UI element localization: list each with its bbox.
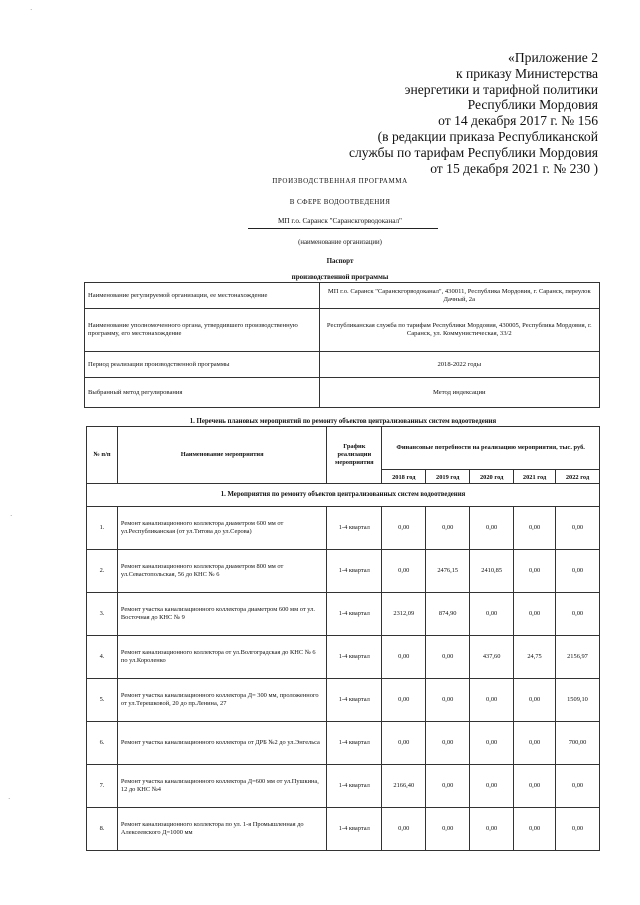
table-row: [87, 636, 600, 679]
appendix-line: «Приложение 2: [508, 50, 598, 65]
scan-speck: ·: [8, 795, 11, 803]
appendix-line: к приказу Министерства: [455, 65, 598, 81]
passport-row: [85, 283, 600, 309]
passport-label: Наименование уполномоченного органа, утвердившего производственную программу, его местонахождение: [85, 309, 320, 352]
row-value: 1509,10: [556, 679, 600, 722]
appendix-line: (в редакции приказа Республиканской: [377, 128, 598, 144]
row-value: 0,00: [514, 808, 556, 851]
row-value: 0,00: [470, 808, 514, 851]
row-value: 0,00: [426, 722, 470, 765]
row-value: 0,00: [426, 808, 470, 851]
passport-row: [85, 378, 600, 408]
table-row: [87, 550, 600, 593]
row-schedule: 1-4 квартал: [327, 636, 382, 679]
section-row: [87, 484, 600, 507]
row-value: 0,00: [514, 593, 556, 636]
row-value: 0,00: [470, 765, 514, 808]
row-name: Ремонт участка канализационного коллектора диаметром 600 мм от ул. Восточная до КНС № 9: [117, 593, 326, 636]
row-name: Ремонт канализационного коллектора по ул. 1-я Промышленная до Алексеевского Д=1000 мм: [117, 808, 326, 851]
row-value: 0,00: [382, 722, 426, 765]
passport-title: Паспорт: [326, 257, 354, 265]
table-row: [87, 808, 600, 851]
row-value: 2410,85: [470, 550, 514, 593]
production-program-title: производственной программы: [291, 273, 389, 281]
header-year: 2021 год: [514, 470, 556, 484]
row-name: Ремонт участка канализационного коллектора Д= 300 мм, проложенного от ул.Терешковой, 20 до пр.Ленина, 27: [117, 679, 326, 722]
row-value: 0,00: [470, 507, 514, 550]
row-schedule: 1-4 квартал: [327, 765, 382, 808]
header-year: 2019 год: [426, 470, 470, 484]
repair-list-title: 1. Перечень плановых мероприятий по ремонту объектов централизованных систем водоотведения: [189, 418, 497, 425]
row-value: 437,60: [470, 636, 514, 679]
organization-name: МП г.о. Саранск "Саранскгорводоканал": [278, 217, 402, 225]
row-value: 0,00: [382, 808, 426, 851]
appendix-block: [300, 50, 598, 176]
header-schedule: График реализации мероприятия: [327, 427, 382, 484]
row-name: Ремонт канализационного коллектора диаметром 600 мм от ул.Республиканская (от ул.Титова до ул.Серова): [117, 507, 326, 550]
program-title: ПРОИЗВОДСТВЕННАЯ ПРОГРАММА: [272, 177, 408, 185]
row-name: Ремонт участка канализационного коллектора Д=600 мм от ул.Пушкина, 12 до КНС №4: [117, 765, 326, 808]
table-row: [87, 507, 600, 550]
row-value: 0,00: [556, 808, 600, 851]
appendix-line: Республики Мордовия: [467, 97, 598, 113]
row-value: 0,00: [514, 550, 556, 593]
row-value: 0,00: [556, 507, 600, 550]
passport-value: МП г.о. Саранск "Саранскгорводоканал", 430011, Республика Мордовия, г. Саранск, переулок Дачный, 2а: [319, 283, 599, 309]
row-num: 7.: [87, 765, 118, 808]
table-row: [87, 593, 600, 636]
header-num: № п/п: [87, 427, 118, 484]
scan-speck: ·: [30, 6, 33, 14]
row-value: 2476,15: [426, 550, 470, 593]
header-year: 2018 год: [382, 470, 426, 484]
table-row: [87, 722, 600, 765]
row-num: 2.: [87, 550, 118, 593]
row-value: 0,00: [470, 679, 514, 722]
passport-row: [85, 352, 600, 378]
row-value: 24,75: [514, 636, 556, 679]
table-header-row: [87, 427, 600, 470]
scan-speck: ·: [10, 512, 13, 520]
row-schedule: 1-4 квартал: [327, 722, 382, 765]
header-finance: Финансовые потребности на реализацию мероприятия, тыс. руб.: [382, 427, 600, 470]
row-value: 0,00: [426, 507, 470, 550]
row-value: 0,00: [514, 679, 556, 722]
row-value: 0,00: [382, 679, 426, 722]
row-num: 4.: [87, 636, 118, 679]
passport-table: [84, 282, 600, 408]
program-sphere: В СФЕРЕ ВОДООТВЕДЕНИЯ: [289, 198, 391, 206]
row-num: 6.: [87, 722, 118, 765]
row-schedule: 1-4 квартал: [327, 593, 382, 636]
row-value: 0,00: [382, 636, 426, 679]
row-value: 0,00: [470, 593, 514, 636]
header-name: Наименование мероприятия: [117, 427, 326, 484]
row-num: 3.: [87, 593, 118, 636]
row-num: 1.: [87, 507, 118, 550]
row-value: 0,00: [426, 679, 470, 722]
row-value: 0,00: [426, 636, 470, 679]
row-value: 0,00: [382, 507, 426, 550]
row-value: 0,00: [514, 722, 556, 765]
appendix-line: службы по тарифам Республики Мордовия: [348, 144, 598, 160]
repair-plan-table: [86, 426, 600, 851]
row-schedule: 1-4 квартал: [327, 550, 382, 593]
passport-value: 2018-2022 годы: [319, 352, 599, 378]
row-num: 8.: [87, 808, 118, 851]
row-name: Ремонт канализационного коллектора диаметром 800 мм от ул.Севастопольская, 56 до КНС № 6: [117, 550, 326, 593]
appendix-line: от 15 декабря 2021 г. № 230 ): [430, 160, 598, 176]
row-value: 700,00: [556, 722, 600, 765]
row-schedule: 1-4 квартал: [327, 679, 382, 722]
row-value: 2312,09: [382, 593, 426, 636]
row-value: 0,00: [556, 550, 600, 593]
passport-label: Наименование регулируемой организации, ее местонахождение: [85, 283, 320, 309]
row-value: 0,00: [514, 765, 556, 808]
row-value: 2156,97: [556, 636, 600, 679]
organization-note: (наименование организации): [298, 239, 382, 246]
passport-label: Период реализации производственной программы: [85, 352, 320, 378]
row-name: Ремонт участка канализационного коллектора от ДРБ №2 до ул.Энгельса: [117, 722, 326, 765]
passport-value: Метод индексации: [319, 378, 599, 408]
row-value: 0,00: [556, 765, 600, 808]
row-value: 0,00: [382, 550, 426, 593]
row-value: 0,00: [426, 765, 470, 808]
passport-label: Выбранный метод регулирования: [85, 378, 320, 408]
row-value: 2166,40: [382, 765, 426, 808]
row-name: Ремонт канализационного коллектора от ул.Волгоградская до КНС № 6 по ул.Короленко: [117, 636, 326, 679]
row-value: 0,00: [556, 593, 600, 636]
row-num: 5.: [87, 679, 118, 722]
header-year: 2020 год: [470, 470, 514, 484]
table-row: [87, 765, 600, 808]
appendix-line: от 14 декабря 2017 г. № 156: [438, 113, 598, 129]
appendix-line: энергетики и тарифной политики: [404, 81, 598, 97]
passport-value: Республиканская служба по тарифам Республики Мордовия, 430005, Республика Мордовия, г. Саранск, ул. Коммунистическая, 33/2: [319, 309, 599, 352]
row-value: 0,00: [470, 722, 514, 765]
row-schedule: 1-4 квартал: [327, 808, 382, 851]
table-row: [87, 679, 600, 722]
section-title: 1. Мероприятия по ремонту объектов централизованных систем водоотведения: [87, 484, 600, 507]
row-value: 874,90: [426, 593, 470, 636]
row-schedule: 1-4 квартал: [327, 507, 382, 550]
passport-row: [85, 309, 600, 352]
organization-underline: [248, 228, 438, 229]
header-year: 2022 год: [556, 470, 600, 484]
row-value: 0,00: [514, 507, 556, 550]
